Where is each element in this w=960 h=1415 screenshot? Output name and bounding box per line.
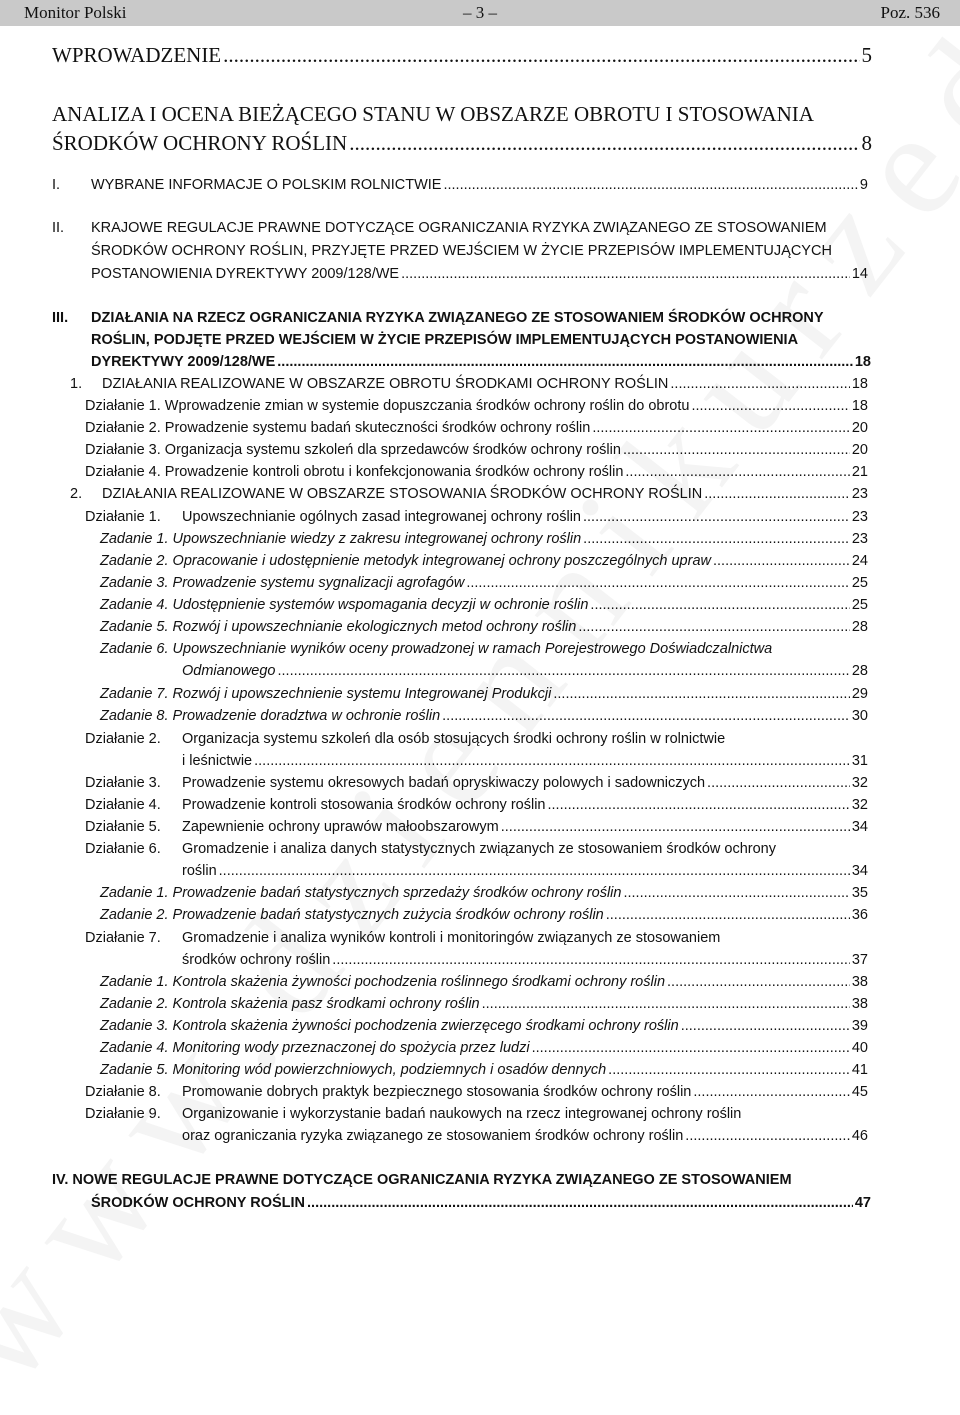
- toc-entry-page: 38: [851, 996, 868, 1012]
- toc-entry-section-3-line1[interactable]: DZIAŁANIA NA RZECZ OGRANICZANIA RYZYKA ZWIĄZANEGO ZE STOSOWANIEM ŚRODKÓW OCHRONY: [91, 310, 824, 326]
- toc-entry-label: DZIAŁANIA REALIZOWANE W OBSZARZE OBROTU ŚRODKAMI OCHRONY ROŚLIN: [102, 376, 669, 392]
- toc-entry-page: 18: [854, 354, 871, 370]
- toc-entry-action[interactable]: [182, 1128, 868, 1144]
- toc-part-number: 1.: [70, 376, 83, 392]
- toc-section-number: II.: [52, 220, 65, 236]
- toc-entry-page: 39: [851, 1018, 868, 1034]
- toc-entry-page: 38: [851, 974, 868, 990]
- toc-part-number: 2.: [70, 486, 83, 502]
- toc-entry-label: WPROWADZENIE: [52, 43, 222, 67]
- toc-entry-page: 47: [854, 1195, 871, 1211]
- toc-entry-page: 31: [851, 753, 868, 769]
- toc-entry-page: 32: [851, 775, 868, 791]
- toc-entry-page: 18: [851, 398, 868, 414]
- toc-entry-label: Odmianowego: [182, 663, 276, 679]
- toc-entry-page: 5: [861, 43, 872, 67]
- toc-entry-intro[interactable]: [52, 43, 872, 68]
- toc-entry-label: oraz ograniczania ryzyka związanego ze stosowaniem środków ochrony roślin: [182, 1128, 684, 1144]
- toc-entry-action[interactable]: [182, 819, 868, 835]
- toc-entry-label: i leśnictwie: [182, 753, 253, 769]
- toc-entry-task[interactable]: [100, 885, 868, 901]
- toc-entry-section-3[interactable]: [91, 354, 871, 370]
- toc-entry-action-line1[interactable]: Gromadzenie i analiza wyników kontroli i monitoringów związanych ze stosowaniem: [182, 930, 721, 946]
- toc-entry-task[interactable]: [100, 1062, 868, 1078]
- toc-entry-label: Działanie 3. Organizacja systemu szkoleń dla sprzedawców środków ochrony roślin: [85, 442, 621, 458]
- toc-entry-label: Zadanie 5. Rozwój i upowszechnianie ekologicznych metod ochrony roślin: [100, 619, 577, 635]
- toc-entry-page: 23: [851, 531, 868, 547]
- toc-entry-task[interactable]: [100, 1018, 868, 1034]
- toc-entry-page: 25: [851, 575, 868, 591]
- toc-entry-label: Zadanie 7. Rozwój i upowszechnienie systemu Integrowanej Produkcji: [100, 686, 552, 702]
- toc-entry-label: Zadanie 5. Monitoring wód powierzchniowych, podziemnych i osadów dennych: [100, 1062, 607, 1078]
- toc-entry-page: 20: [851, 420, 868, 436]
- toc-entry-page: 34: [851, 819, 868, 835]
- toc-entry-label: Działanie 4. Prowadzenie kontroli obrotu i konfekcjonowania środków ochrony roślin: [85, 464, 624, 480]
- toc-entry-label: Działanie 2. Prowadzenie systemu badań skuteczności środków ochrony roślin: [85, 420, 591, 436]
- toc-entry-page: 29: [851, 686, 868, 702]
- toc-entry-label: Zadanie 3. Prowadzenie systemu sygnalizacji agrofagów: [100, 575, 465, 591]
- toc-entry-label: POSTANOWIENIA DYREKTYWY 2009/128/WE: [91, 266, 400, 282]
- toc-entry-label: Promowanie dobrych praktyk bezpiecznego stosowania środków ochrony roślin: [182, 1084, 692, 1100]
- toc-entry-task-line1[interactable]: Zadanie 6. Upowszechnianie wyników oceny prowadzonej w ramach Porejestrowego Doświadczalnictwa: [100, 641, 773, 657]
- toc-entry-label: Zadanie 4. Monitoring wody przeznaczonej do spożycia przez ludzi: [100, 1040, 530, 1056]
- toc-section-number: I.: [52, 177, 61, 193]
- toc-entry-page: 23: [851, 509, 868, 525]
- toc-entry-action[interactable]: [182, 753, 868, 769]
- toc-entry-label: Zadanie 2. Kontrola skażenia pasz środkami ochrony roślin: [100, 996, 480, 1012]
- toc-entry-page: 40: [851, 1040, 868, 1056]
- toc-entry-page: 21: [851, 464, 868, 480]
- toc-entry-action[interactable]: [182, 775, 868, 791]
- toc-entry-label: Zapewnienie ochrony uprawów małoobszarowym: [182, 819, 499, 835]
- toc-entry-label: Zadanie 4. Udostępnienie systemów wspomagania decyzji w ochronie roślin: [100, 597, 589, 613]
- toc-entry-task[interactable]: [100, 996, 868, 1012]
- toc-section-number: III.: [52, 310, 69, 326]
- toc-entry-part-2[interactable]: [102, 486, 868, 502]
- toc-entry-label: środków ochrony roślin: [182, 952, 331, 968]
- toc-entry-action[interactable]: [182, 863, 868, 879]
- toc-entry-task[interactable]: [100, 553, 868, 569]
- toc-action-prefix: Działanie 2.: [85, 731, 161, 747]
- toc-entry-page: 46: [851, 1128, 868, 1144]
- toc-entry-task[interactable]: [100, 531, 868, 547]
- toc-entry-action[interactable]: [182, 952, 868, 968]
- toc-entry-page: 45: [851, 1084, 868, 1100]
- toc-entry-label: Zadanie 8. Prowadzenie doradztwa w ochronie roślin: [100, 708, 441, 724]
- page-number: – 3 –: [463, 3, 497, 22]
- toc-action-prefix: Działanie 5.: [85, 819, 161, 835]
- publication-name: Monitor Polski: [24, 3, 127, 22]
- toc-entry-label: Działanie 1. Wprowadzenie zmian w systemie dopuszczania środków ochrony roślin do obrotu: [85, 398, 690, 414]
- toc-entry-label: roślin: [182, 863, 217, 879]
- toc-entry-section-4[interactable]: [91, 1195, 871, 1211]
- toc-entry-page: 24: [851, 553, 868, 569]
- toc-entry-label: Prowadzenie systemu okresowych badań opryskiwaczy polowych i sadowniczych: [182, 775, 706, 791]
- toc-entry-task[interactable]: [100, 708, 868, 724]
- toc-entry-page: 25: [851, 597, 868, 613]
- toc-entry-label: Zadanie 2. Prowadzenie badań statystycznych zużycia środków ochrony roślin: [100, 907, 604, 923]
- toc-entry-section-2-line1[interactable]: KRAJOWE REGULACJE PRAWNE DOTYCZĄCE OGRANICZANIA RYZYKA ZWIĄZANEGO ZE STOSOWANIEM: [91, 220, 827, 236]
- toc-entry-task[interactable]: [100, 974, 868, 990]
- toc-entry-task[interactable]: [100, 686, 868, 702]
- toc-action-prefix: Działanie 6.: [85, 841, 161, 857]
- toc-entry-label: ŚRODKÓW OCHRONY ROŚLIN: [91, 1195, 306, 1211]
- toc-entry-page: 8: [861, 131, 872, 155]
- toc-entry-page: 9: [859, 177, 868, 193]
- toc-entry-label: Zadanie 3. Kontrola skażenia żywności pochodzenia zwierzęcego środkami ochrony roślin: [100, 1018, 679, 1034]
- toc-entry-page: 30: [851, 708, 868, 724]
- toc-action-prefix: Działanie 8.: [85, 1084, 161, 1100]
- toc-entry-action-line1[interactable]: Organizacja systemu szkoleń dla osób stosujących środki ochrony roślin w rolnictwie: [182, 731, 726, 747]
- toc-entry-action[interactable]: [85, 398, 868, 414]
- toc-entry-task[interactable]: [100, 575, 868, 591]
- toc-entry-label: WYBRANE INFORMACJE O POLSKIM ROLNICTWIE: [91, 177, 442, 193]
- toc-entry-label: Prowadzenie kontroli stosowania środków ochrony roślin: [182, 797, 546, 813]
- toc-entry-part-1[interactable]: [102, 376, 868, 392]
- toc-entry-task[interactable]: [100, 597, 868, 613]
- toc-entry-label: ŚRODKÓW OCHRONY ROŚLIN: [52, 131, 348, 155]
- toc-entry-action[interactable]: [85, 464, 868, 480]
- toc-entry-action[interactable]: [85, 442, 868, 458]
- toc-entry-action[interactable]: [182, 797, 868, 813]
- toc-entry-label: Upowszechnianie ogólnych zasad integrowanej ochrony roślin: [182, 509, 581, 525]
- toc-entry-page: 35: [851, 885, 868, 901]
- toc-entry-action[interactable]: [85, 420, 868, 436]
- toc-entry-section-1[interactable]: [91, 177, 868, 193]
- toc-entry-page: 14: [851, 266, 868, 282]
- toc-entry-page: 18: [851, 376, 868, 392]
- position-number: Poz. 536: [880, 3, 940, 22]
- toc-entry-page: 28: [851, 619, 868, 635]
- toc-action-prefix: Działanie 9.: [85, 1106, 161, 1122]
- toc-entry-page: 23: [851, 486, 868, 502]
- toc-entry-page: 41: [851, 1062, 868, 1078]
- toc-entry-label: Zadanie 1. Kontrola skażenia żywności pochodzenia roślinnego środkami ochrony roślin: [100, 974, 666, 990]
- toc-entry-label: Zadanie 2. Opracowanie i udostępnienie metodyk integrowanej ochrony poszczególnych upraw: [100, 553, 711, 569]
- toc-action-prefix: Działanie 3.: [85, 775, 161, 791]
- toc-entry-action-line1[interactable]: Gromadzenie i analiza danych statystycznych związanych ze stosowaniem środków ochrony: [182, 841, 776, 857]
- toc-entry-page: 37: [851, 952, 868, 968]
- toc-entry-analysis[interactable]: [52, 131, 872, 156]
- toc-entry-section-3-line2[interactable]: ROŚLIN, PODJĘTE PRZED WEJŚCIEM W ŻYCIE PRZEPISÓW IMPLEMENTUJĄCYCH POSTANOWIENIA: [91, 332, 799, 348]
- toc-entry-action[interactable]: [182, 1084, 868, 1100]
- toc-entry-label: Zadanie 1. Upowszechnianie wiedzy z zakresu integrowanej ochrony roślin: [100, 531, 582, 547]
- toc-entry-task[interactable]: [100, 907, 868, 923]
- toc-entry-action[interactable]: [182, 509, 868, 525]
- toc-entry-label: DYREKTYWY 2009/128/WE: [91, 354, 276, 370]
- toc-entry-page: 28: [851, 663, 868, 679]
- toc-entry-section-2-line2[interactable]: ŚRODKÓW OCHRONY ROŚLIN, PRZYJĘTE PRZED WEJŚCIEM W ŻYCIE PRZEPISÓW IMPLEMENTUJĄCYCH: [91, 243, 832, 259]
- toc-entry-label: DZIAŁANIA REALIZOWANE W OBSZARZE STOSOWANIA ŚRODKÓW OCHRONY ROŚLIN: [102, 486, 703, 502]
- toc-entry-section-4-line1[interactable]: IV. NOWE REGULACJE PRAWNE DOTYCZĄCE OGRANICZANIA RYZYKA ZWIĄZANEGO ZE STOSOWANIEM: [52, 1172, 792, 1188]
- toc-action-prefix: Działanie 1.: [85, 509, 161, 525]
- toc-entry-task[interactable]: [100, 1040, 868, 1056]
- toc-entry-page: 20: [851, 442, 868, 458]
- toc-entry-page: 34: [851, 863, 868, 879]
- toc-entry-action-line1[interactable]: Organizowanie i wykorzystanie badań naukowych na rzecz integrowanej ochrony roślin: [182, 1106, 742, 1122]
- toc-entry-label: Zadanie 1. Prowadzenie badań statystycznych sprzedaży środków ochrony roślin: [100, 885, 622, 901]
- toc-entry-task[interactable]: [100, 619, 868, 635]
- toc-entry-task[interactable]: [182, 663, 868, 679]
- toc-entry-analysis-line1[interactable]: ANALIZA I OCENA BIEŻĄCEGO STANU W OBSZARZE OBROTU I STOSOWANIA: [52, 102, 814, 126]
- toc-entry-section-2[interactable]: [91, 266, 868, 282]
- toc-action-prefix: Działanie 7.: [85, 930, 161, 946]
- toc-entry-page: 32: [851, 797, 868, 813]
- toc-entry-page: 36: [851, 907, 868, 923]
- toc-action-prefix: Działanie 4.: [85, 797, 161, 813]
